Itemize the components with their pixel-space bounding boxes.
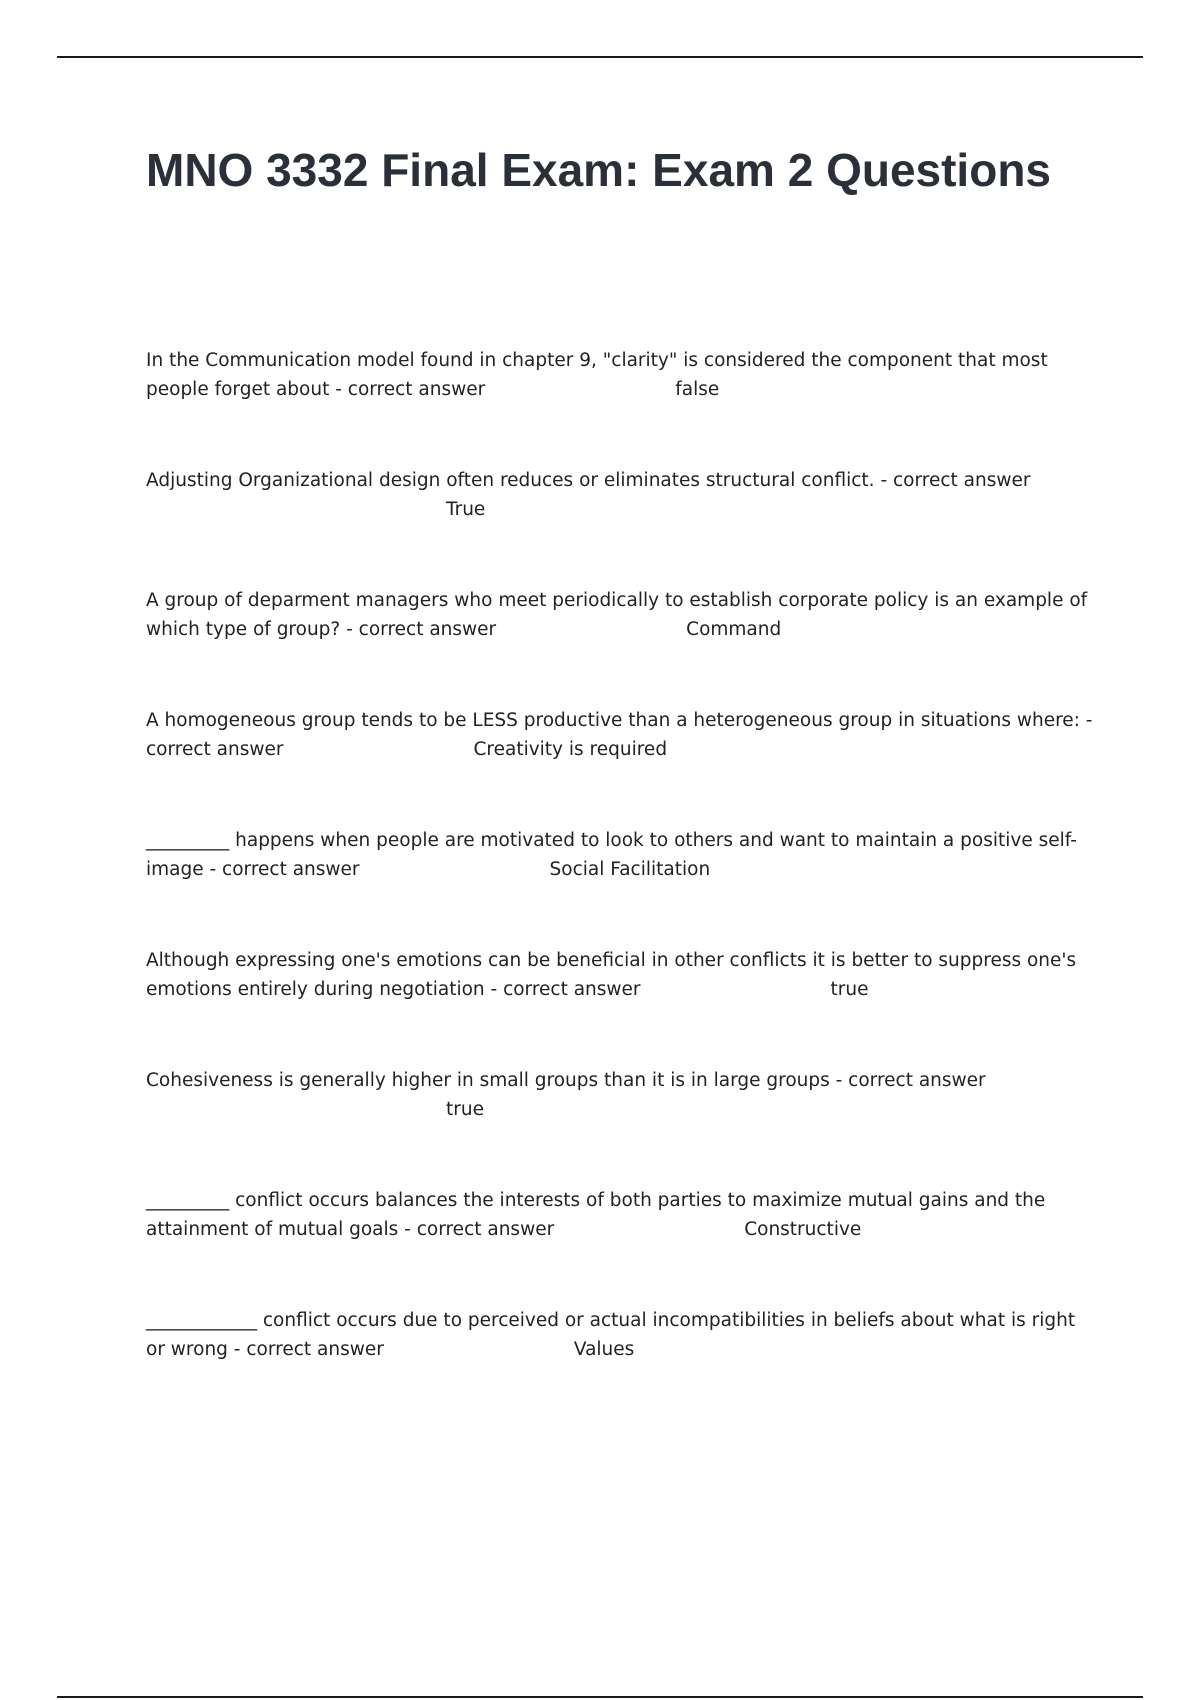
question-text: In the Communication model found in chapter 9, "clarity" is considered the component that most people forget about - correct answer xyxy=(146,350,1048,400)
question-text: _________ conflict occurs balances the interests of both parties to maximize mutual gains and the attainment of mutual goals - correct answer xyxy=(146,1190,1046,1240)
qa-item xyxy=(146,466,1096,586)
document-title: MNO 3332 Final Exam: Exam 2 Questions xyxy=(146,144,1051,196)
qa-item xyxy=(146,826,1096,946)
qa-item xyxy=(146,1306,1096,1426)
answer-text: Command xyxy=(686,619,782,640)
qa-item xyxy=(146,1186,1096,1306)
qa-item xyxy=(146,946,1096,1066)
qa-item xyxy=(146,346,1096,466)
answer-text: true xyxy=(446,1099,484,1120)
answer-text: true xyxy=(830,979,869,1000)
question-text: A homogeneous group tends to be LESS productive than a heterogeneous group in situations where: - correct answer xyxy=(146,710,1093,760)
top-rule xyxy=(57,56,1143,58)
question-text: Although expressing one's emotions can be beneficial in other conflicts it is better to suppress one's emotions entirely during negotiation - correct answer xyxy=(146,950,1077,1000)
qa-item xyxy=(146,1066,1096,1186)
answer-text: false xyxy=(675,379,720,400)
answer-text: True xyxy=(446,499,486,520)
question-text: Cohesiveness is generally higher in small groups than it is in large groups - correct answer xyxy=(146,1070,986,1091)
question-text: _________ happens when people are motivated to look to others and want to maintain a positive self-image - correct answer xyxy=(146,830,1077,880)
question-text: ____________ conflict occurs due to perceived or actual incompatibilities in beliefs about what is right or wrong - correct answer xyxy=(146,1310,1076,1360)
answer-text: Values xyxy=(573,1339,635,1360)
answer-text: Constructive xyxy=(744,1219,862,1240)
qa-list xyxy=(146,346,1096,1426)
answer-text: Creativity is required xyxy=(473,739,668,760)
bottom-rule xyxy=(57,1696,1143,1698)
answer-text: Social Facilitation xyxy=(549,859,711,880)
qa-item xyxy=(146,586,1096,706)
question-text: A group of deparment managers who meet periodically to establish corporate policy is an example of which type of group? - correct answer xyxy=(146,590,1088,640)
question-text: Adjusting Organizational design often reduces or eliminates structural conflict. - correct answer xyxy=(146,470,1031,491)
qa-item xyxy=(146,706,1096,826)
